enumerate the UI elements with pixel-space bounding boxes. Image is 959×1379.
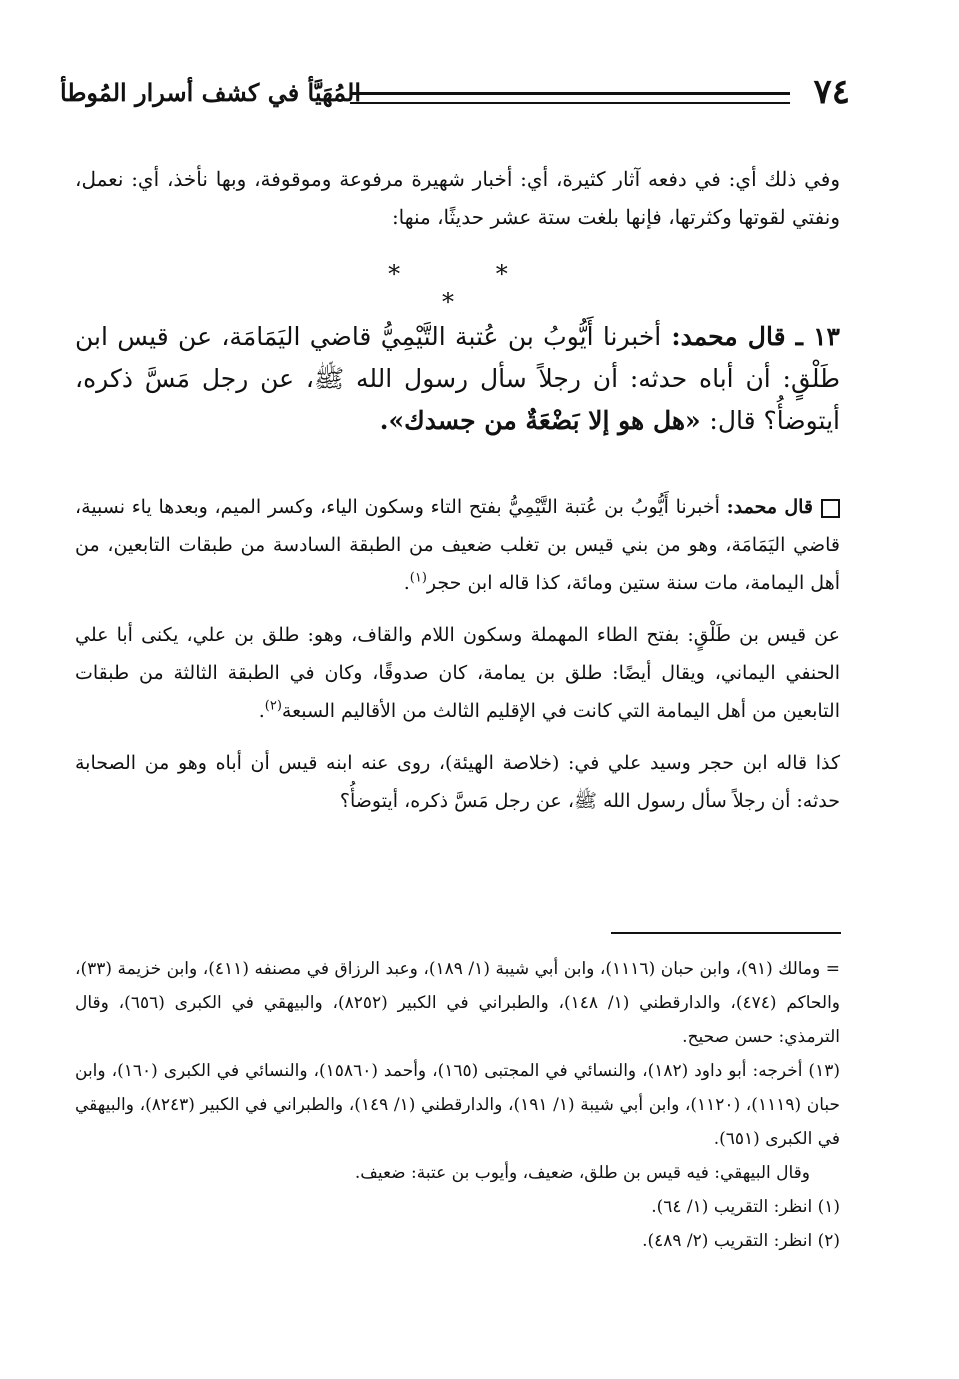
square-marker-icon xyxy=(821,499,840,518)
page-header xyxy=(60,68,850,112)
commentary-paragraph-2 xyxy=(75,616,840,730)
hadith-number: ١٣ ـ xyxy=(795,322,840,351)
commentary-end-1: . xyxy=(403,572,410,594)
intro-text: وفي ذلك أي: في دفعه آثار كثيرة، أي: أخبار شهيرة مرفوعة وموقوفة، وبها نأخذ، أي: نعمل، ونفتي لقوتها وكثرتها، فإنها بلغت ستة عشر حديثًا، منها: xyxy=(75,167,840,229)
book-title: المُهَيَّأ في كشف أسرار المُوطأ xyxy=(60,78,361,107)
page-number: ٧٤ xyxy=(813,72,850,112)
footnotes xyxy=(75,952,840,1258)
footnote-2: (٢) انظر: التقريب (٢/ ٤٨٩). xyxy=(642,1231,840,1251)
commentary-end-2: . xyxy=(258,700,265,722)
commentary-speaker: قال محمد: xyxy=(726,496,813,518)
commentary-paragraph-3: كذا قاله ابن حجر وسيد علي في: (خلاصة الهيئة)، روى عنه ابنه قيس أن أباه وهو من الصحابة حدثه: أن رجلاً سأل رسول الله ﷺ، عن رجل مَسَّ ذكره، أيتوضأُ؟ xyxy=(75,752,840,812)
footnote-13-note: وقال البيهقي: فيه قيس بن طلق، ضعيف، وأيوب بن عتبة: ضعيف. xyxy=(354,1163,810,1183)
footnote-separator xyxy=(611,932,841,934)
footnote-ref-2[interactable]: (٢) xyxy=(264,698,282,714)
hadith-quote: «هل هو إلا بَضْعَةٌ من جسدك». xyxy=(379,406,701,435)
commentary-text-1: أخبرنا أَيُّوبُ بن عُتبة التَّيْمِيُّ بفتح التاء وسكون الياء، وكسر الميم، وبعدها ياء نسبية، قاضي اليَمَامَة، وهو من بني قيس بن تغلب ضعيف من الطبقة السادسة من طبقات التابعين، من أهل اليمامة، مات سنة ستين ومائة، كذا قاله ابن حجر xyxy=(75,496,840,594)
section-separator: * * * xyxy=(388,260,552,316)
commentary-paragraph-1 xyxy=(75,488,840,602)
header-rule xyxy=(350,92,790,104)
footnote-ref-1[interactable]: (١) xyxy=(409,570,427,586)
footnote-1: (١) انظر: التقريب (١/ ٦٤). xyxy=(651,1197,840,1217)
footnote-continuation: = ومالك (٩١)، وابن حبان (١١١٦)، وابن أبي شيبة (١/ ١٨٩)، وعبد الرزاق في مصنفه (٤١١)، وابن خزيمة (٣٣)، والحاكم (٤٧٤)، والدارقطني (١/ ١٤٨)، والطبراني في الكبير (٨٢٥٢)، والبيهقي في الكبرى (٦٥٦)، وقال الترمذي: حسن صحيح. xyxy=(75,959,841,1047)
hadith-paragraph xyxy=(75,316,840,442)
commentary-block xyxy=(75,488,840,834)
footnote-13: (١٣) أخرجه: أبو داود (١٨٢)، والنسائي في المجتبى (١٦٥)، وأحمد (١٥٨٦٠)، والنسائي في الكبرى (١٦٠)، وابن حبان (١١١٩)، (١١٢٠)، وابن أبي شيبة (١/ ١٩١)، والدارقطني (١/ ١٤٩)، والطبراني في الكبير (٨٢٤٣)، والبيهقي في الكبرى (٦٥١). xyxy=(75,1061,841,1149)
hadith-block xyxy=(75,316,840,442)
hadith-text: أخبرنا أَيُّوبُ بن عُتبة التَّيْمِيُّ قاضي اليَمَامَة، عن قيس ابن طَلْقٍ: أن أباه حدثه: أن رجلاً سأل رسول الله ﷺ، عن رجل مَسَّ ذكره، أيتوضأُ؟ قال: xyxy=(75,322,840,435)
commentary-text-2: عن قيس بن طَلْقٍ: بفتح الطاء المهملة وسكون اللام والقاف، وهو: طلق بن علي، يكنى أبا علي الحنفي اليماني، ويقال أيضًا: طلق بن يمامة، كان صدوقًا، وكان في الطبقة الثالثة من طبقات التابعين من أهل اليمامة التي كانت في الإقليم الثالث من الأقاليم السبعة xyxy=(75,624,840,722)
intro-paragraph xyxy=(75,160,840,236)
hadith-speaker: قال محمد: xyxy=(671,322,786,351)
